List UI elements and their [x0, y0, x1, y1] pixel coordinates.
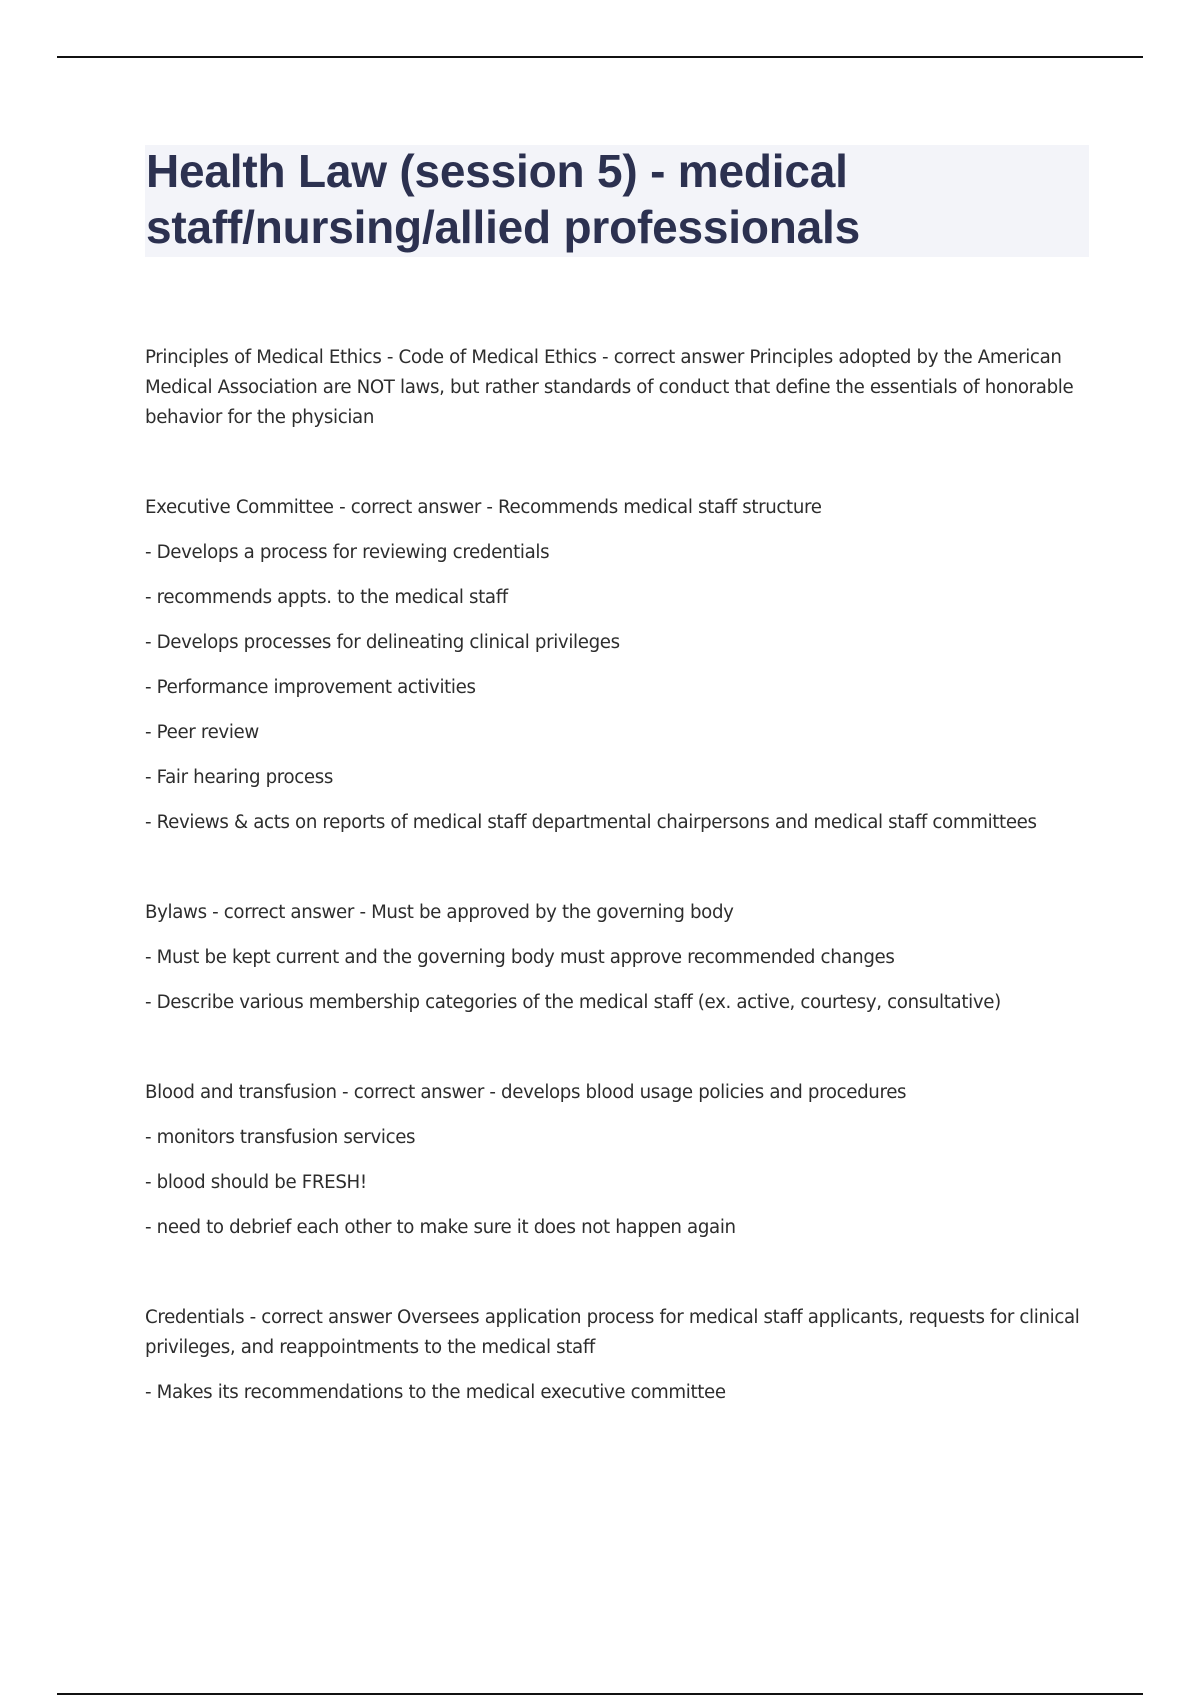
entry-medical-ethics [145, 343, 1085, 433]
bottom-divider [57, 1693, 1143, 1695]
entry-point: - Develops a process for reviewing credentials [145, 542, 550, 563]
document-body [145, 343, 1085, 1468]
page-title: Health Law (session 5) - medical staff/nursing/allied professionals [146, 145, 861, 253]
entry-point: - Reviews & acts on reports of medical staff departmental chairpersons and medical staff committees [145, 812, 1037, 833]
entry-text: Principles of Medical Ethics - Code of Medical Ethics - correct answer Principles adopted by the American Medical Association are NOT laws, but rather standards of conduct that define the essentials of honorable behavior for the physician [145, 347, 1074, 428]
entry-text: Blood and transfusion - correct answer - develops blood usage policies and procedures [145, 1082, 907, 1103]
entry-blood-transfusion [145, 1078, 1085, 1243]
entry-point: - Performance improvement activities [145, 677, 476, 698]
entry-executive-committee [145, 493, 1085, 838]
entry-text: Executive Committee - correct answer - Recommends medical staff structure [145, 497, 822, 518]
entry-bylaws [145, 898, 1085, 1018]
entry-point: - need to debrief each other to make sure it does not happen again [145, 1217, 736, 1238]
top-divider [57, 56, 1143, 58]
entry-credentials [145, 1303, 1085, 1408]
entry-point: - Peer review [145, 722, 259, 743]
entry-point: - Must be kept current and the governing body must approve recommended changes [145, 947, 895, 968]
entry-text: Credentials - correct answer Oversees application process for medical staff applicants, requests for clinical privileges, and reappointments to the medical staff [145, 1307, 1080, 1358]
entry-point: - recommends appts. to the medical staff [145, 587, 508, 608]
entry-point: - Describe various membership categories of the medical staff (ex. active, courtesy, consultative) [145, 992, 1001, 1013]
entry-point: - Fair hearing process [145, 767, 334, 788]
entry-point: - Makes its recommendations to the medical executive committee [145, 1382, 726, 1403]
entry-point: - Develops processes for delineating clinical privileges [145, 632, 620, 653]
entry-text: Bylaws - correct answer - Must be approved by the governing body [145, 902, 734, 923]
entry-point: - monitors transfusion services [145, 1127, 416, 1148]
entry-point: - blood should be FRESH! [145, 1172, 367, 1193]
